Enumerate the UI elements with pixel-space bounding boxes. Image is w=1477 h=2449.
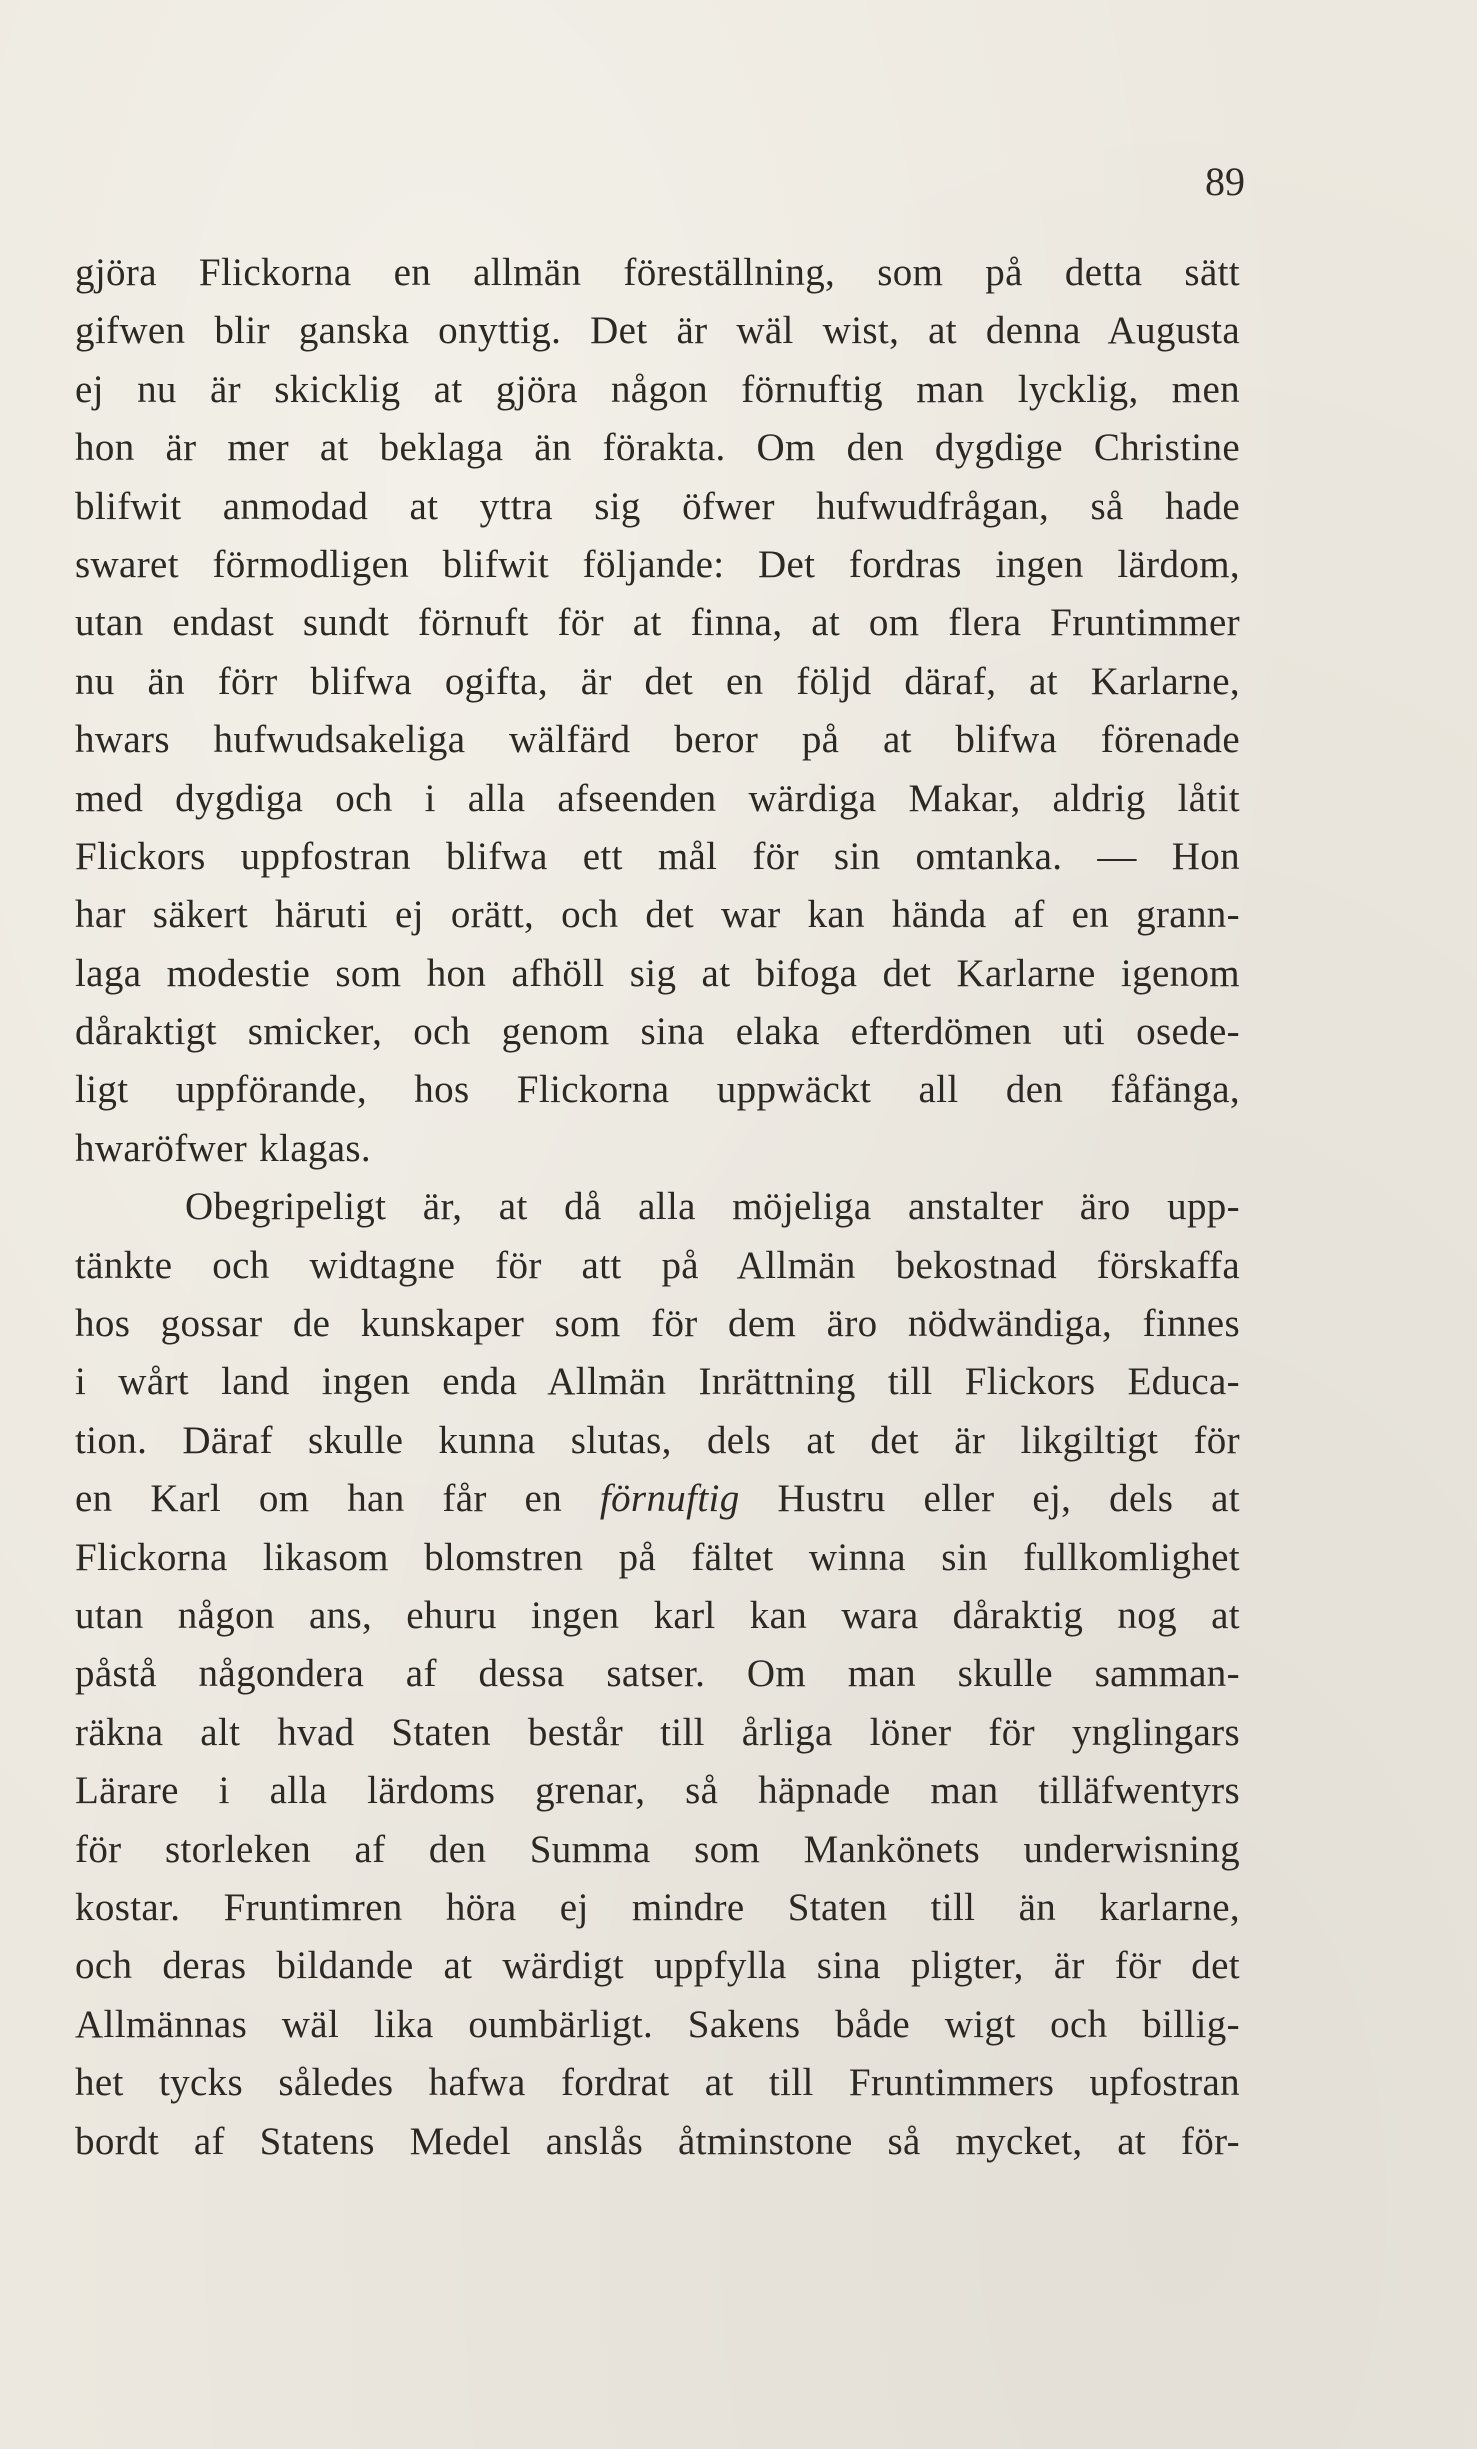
paragraph-2: [75, 1178, 1240, 2171]
text-line: hwaröfwer klagas.: [75, 1126, 371, 1170]
page-number: 89: [1205, 159, 1245, 204]
text-line: hos gossar de kunskaper som för dem äro nödwändiga, finnes: [75, 1302, 1240, 1346]
text-line: dåraktigt smicker, och genom sina elaka efterdömen uti osede-: [75, 1010, 1240, 1054]
text-line: för storleken af den Summa som Mankönets underwisning: [75, 1827, 1240, 1871]
text-line: påstå någondera af dessa satser. Om man skulle samman-: [75, 1652, 1240, 1696]
text-line: blifwit anmodad at yttra sig öfwer hufwudfrågan, så hade: [75, 484, 1240, 528]
text-span: en Karl om han får en: [75, 1477, 600, 1521]
text-line: Lärare i alla lärdoms grenar, så häpnade man tilläfwentyrs: [75, 1769, 1240, 1813]
text-line: i wårt land ingen enda Allmän Inrättning till Flickors Educa-: [75, 1360, 1240, 1404]
text-line: tänkte och widtagne för att på Allmän bekostnad förskaffa: [75, 1243, 1240, 1287]
text-line: hon är mer at beklaga än förakta. Om den dygdige Christine: [75, 426, 1240, 470]
text-line: laga modestie som hon afhöll sig at bifoga det Karlarne igenom: [75, 951, 1240, 995]
text-line: med dygdiga och i alla afseenden wärdiga Makar, aldrig låtit: [75, 776, 1240, 820]
italic-word: förnuftig: [599, 1477, 740, 1521]
paragraph-1: [75, 244, 1240, 1178]
text-line-with-italic: [75, 1470, 1240, 1528]
text-line: ej nu är skicklig at gjöra någon förnuftig man lycklig, men: [75, 367, 1240, 411]
text-line: och deras bildande at wärdigt uppfylla sina pligter, är för det: [75, 1944, 1240, 1988]
text-line: Flickors uppfostran blifwa ett mål för sin omtanka. — Hon: [75, 834, 1240, 878]
text-line: swaret förmodligen blifwit följande: Det fordras ingen lärdom,: [75, 542, 1240, 586]
text-line: nu än förr blifwa ogifta, är det en följd däraf, at Karlarne,: [75, 659, 1240, 703]
text-line: utan endast sundt förnuft för at finna, at om flera Fruntimmer: [75, 601, 1240, 645]
text-line: kostar. Fruntimren höra ej mindre Staten till än karlarne,: [75, 1885, 1240, 1929]
text-line: räkna alt hvad Staten består till årliga löner för ynglingars: [75, 1710, 1240, 1754]
text-line: ligt uppförande, hos Flickorna uppwäckt all den fåfänga,: [75, 1068, 1240, 1112]
text-line: hwars hufwudsakeliga wälfärd beror på at blifwa förenade: [75, 718, 1240, 762]
text-span: Hustru eller ej, dels at: [739, 1477, 1240, 1521]
text-line: Obegripeligt är, at då alla möjeliga anstalter äro upp-: [185, 1185, 1240, 1229]
text-line: tion. Däraf skulle kunna slutas, dels at det är likgiltigt för: [75, 1418, 1240, 1462]
text-line: Flickorna likasom blomstren på fältet winna sin fullkomlighet: [75, 1535, 1240, 1579]
text-line: har säkert häruti ej orätt, och det war kan hända af en grann-: [75, 893, 1240, 937]
text-line: gjöra Flickorna en allmän föreställning, som på detta sätt: [75, 251, 1240, 294]
text-line: utan någon ans, ehuru ingen karl kan wara dåraktig nog at: [75, 1593, 1240, 1637]
text-line: Allmännas wäl lika oumbärligt. Sakens både wigt och billig-: [75, 2002, 1240, 2046]
body-text: [75, 244, 1240, 2171]
text-line: het tycks således hafwa fordrat at till Fruntimmers upfostran: [75, 2061, 1240, 2105]
text-line: bordt af Statens Medel anslås åtminstone så mycket, at för-: [75, 2119, 1240, 2163]
text-line: gifwen blir ganska onyttig. Det är wäl wist, at denna Augusta: [75, 309, 1240, 353]
